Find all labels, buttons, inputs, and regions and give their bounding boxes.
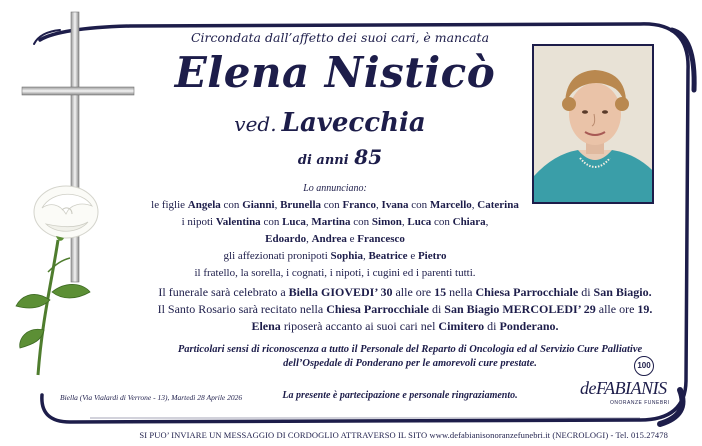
married-name-line (180, 108, 480, 138)
white-rose-icon (12, 180, 122, 380)
thanks-line-2: dell’Ospedale di Ponderano per le amorevoli cure prestate. (283, 358, 537, 369)
funeral-details (110, 284, 700, 335)
logo-subtitle: ONORANZE FUNEBRI (610, 400, 670, 406)
married-surname: Lavecchia (281, 108, 426, 138)
thanks-line-1: Particolari sensi di riconoscenza a tutto il Personale del Reparto di Oncologia ed al Servizio Cure Palliative (177, 344, 643, 355)
funeral-home-logo (574, 354, 684, 412)
participation-note: La presente è partecipazione e personale ringraziamento. (282, 390, 518, 401)
announcement-line-daughters: le figlie Angela con Gianni, Brunella con Franco, Ivana con Marcello, Caterina (151, 199, 519, 211)
widow-prefix: ved. (234, 112, 277, 136)
intro-line: Circondata dall’affetto dei suoi cari, è mancata (190, 30, 490, 45)
announcement-line-grandchildren: i nipoti Valentina con Luca, Martina con Simon, Luca con Chiara, (181, 216, 489, 228)
age-label: di anni (297, 153, 349, 168)
anniversary-badge-icon: 100 (634, 356, 654, 376)
footer-text: SI PUO’ INVIARE UN MESSAGGIO DI CORDOGLIO ATTRAVERSO IL SITO (139, 430, 430, 440)
burial-line: Elena riposerà accanto ai suoi cari nel Cimitero di Ponderano. (251, 319, 559, 333)
announcement-block (150, 180, 520, 282)
announcement-line-relatives: il fratello, la sorella, i cognati, i nipoti, i cugini ed i parenti tutti. (194, 267, 476, 279)
funeral-line: Il funerale sarà celebrato a Biella GIOVEDI’ 30 alle ore 15 nella Chiesa Parrocchiale di San Biagio. (158, 285, 652, 299)
announcement-line-great-grandchildren: gli affezionati pronipoti Sophia, Beatrice e Pietro (223, 250, 447, 262)
logo-brand: deFABIANIS (580, 378, 667, 398)
footer-phone: (NECROLOGI) - Tel. 015.27478 (550, 430, 668, 440)
place-date: Biella (Via Vialardi di Verrone - 13), Martedì 28 Aprile 2026 (60, 393, 243, 402)
footer-bar (0, 430, 702, 440)
announcement-line-grandchildren-cont: Edoardo, Andrea e Francesco (265, 233, 405, 245)
deceased-name: Elena Nisticò (174, 48, 496, 97)
portrait-photo (532, 44, 654, 204)
announcement-heading: Lo annunciano: (303, 183, 367, 194)
footer-website-link[interactable]: www.defabianisonoranzefunebri.it (429, 430, 551, 440)
rosary-line: Il Santo Rosario sarà recitato nella Chiesa Parrocchiale di San Biagio MERCOLEDI’ 29 alle ore 19. (157, 302, 653, 316)
age-line (260, 145, 420, 169)
age-value: 85 (354, 145, 383, 169)
